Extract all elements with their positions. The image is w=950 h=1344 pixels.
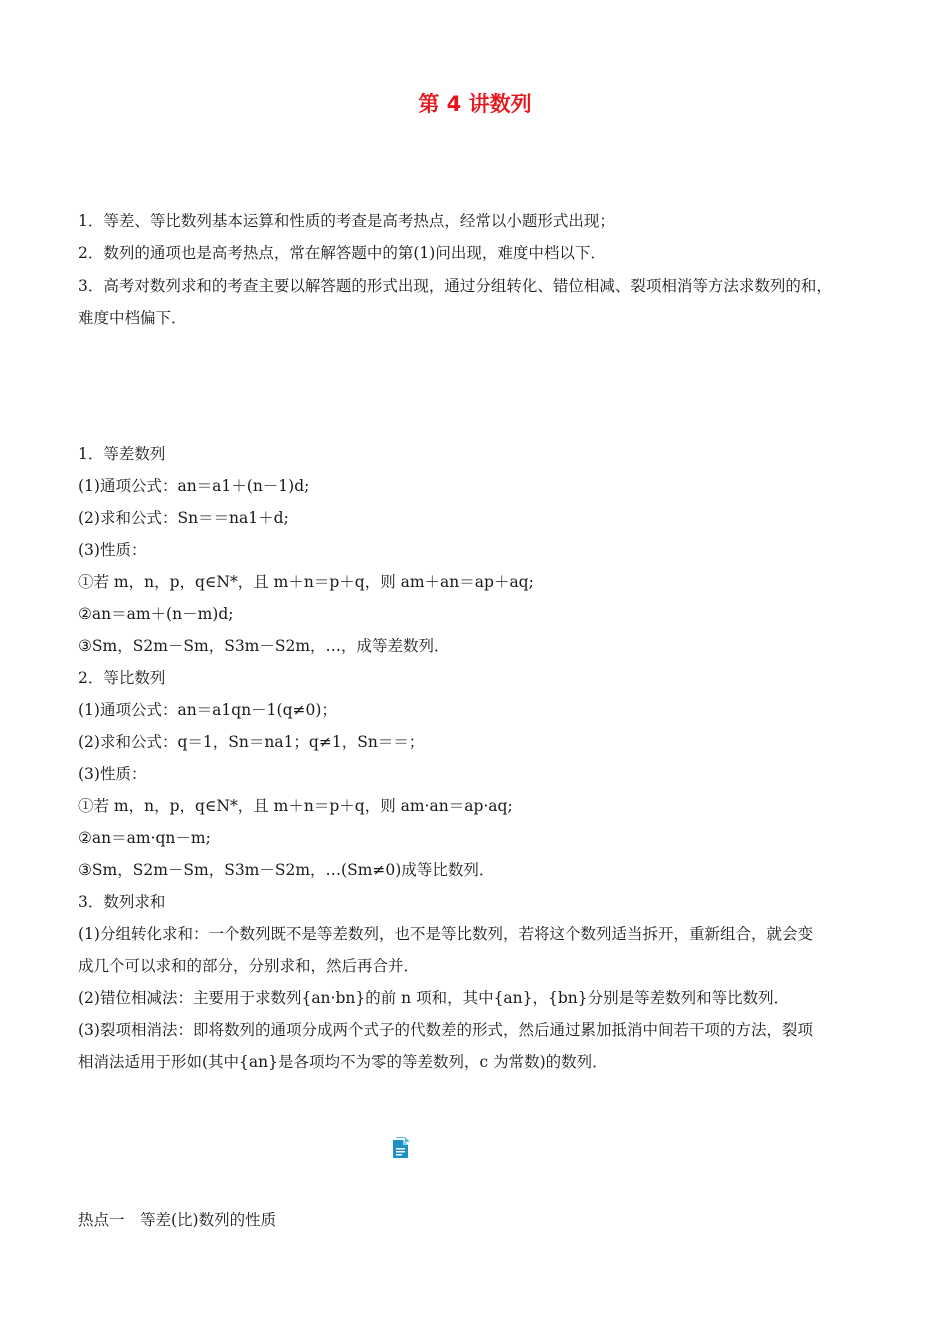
arithmetic-properties-label: (3)性质： [78, 541, 147, 559]
page-title: 第 4 讲数列 [418, 92, 532, 116]
section-arithmetic-heading: 1．等差数列 [78, 445, 166, 463]
intro-item-2: 2．数列的通项也是高考热点，常在解答题中的第(1)问出现，难度中档以下． [78, 244, 606, 262]
geometric-properties-label: (3)性质： [78, 765, 147, 783]
summation-shift-subtract-method: (2)错位相减法：主要用于求数列{an·bn}的前 n 项和，其中{an}，{bn}分别是等差数列和等比数列． [78, 989, 790, 1007]
geometric-property-1: ①若 m，n，p，q∈N*，且 m＋n＝p＋q，则 am·an＝ap·aq; [78, 797, 513, 815]
section-summation-heading: 3．数列求和 [78, 893, 166, 911]
intro-item-1: 1．等差、等比数列基本运算和性质的考查是高考热点，经常以小题形式出现； [78, 212, 615, 230]
arithmetic-sum-formula: (2)求和公式：Sn＝＝na1＋d; [78, 509, 289, 527]
hot-point-heading: 热点一 等差(比)数列的性质 [78, 1211, 277, 1229]
summation-telescoping-method-continued: 相消法适用于形如(其中{an}是各项均不为零的等差数列，c 为常数)的数列． [78, 1053, 608, 1071]
arithmetic-general-term: (1)通项公式：an＝a1＋(n－1)d; [78, 477, 310, 495]
geometric-property-3: ③Sm，S2m－Sm，S3m－S2m，…(Sm≠0)成等比数列． [78, 861, 495, 879]
document-icon [392, 1137, 410, 1159]
arithmetic-property-1: ①若 m，n，p，q∈N*，且 m＋n＝p＋q，则 am＋an＝ap＋aq; [78, 573, 534, 591]
geometric-general-term: (1)通项公式：an＝a1qn－1(q≠0)； [78, 701, 337, 719]
arithmetic-property-3: ③Sm，S2m－Sm，S3m－S2m，…，成等差数列． [78, 637, 450, 655]
geometric-property-2: ②an＝am·qn－m; [78, 829, 211, 847]
geometric-sum-formula: (2)求和公式：q＝1，Sn＝na1；q≠1，Sn＝＝； [78, 733, 425, 751]
intro-item-3-continued: 难度中档偏下． [78, 309, 187, 327]
intro-item-3: 3．高考对数列求和的考查主要以解答题的形式出现，通过分组转化、错位相减、裂项相消等方法求数列的和， [78, 277, 832, 295]
section-geometric-heading: 2．等比数列 [78, 669, 166, 687]
summation-grouping-method: (1)分组转化求和：一个数列既不是等差数列，也不是等比数列，若将这个数列适当拆开，重新组合，就会变 [78, 925, 813, 943]
arithmetic-property-2: ②an＝am＋(n－m)d; [78, 605, 234, 623]
summation-telescoping-method: (3)裂项相消法：即将数列的通项分成两个式子的代数差的形式，然后通过累加抵消中间若干项的方法，裂项 [78, 1021, 813, 1039]
summation-grouping-method-continued: 成几个可以求和的部分，分别求和，然后再合并． [78, 957, 420, 975]
